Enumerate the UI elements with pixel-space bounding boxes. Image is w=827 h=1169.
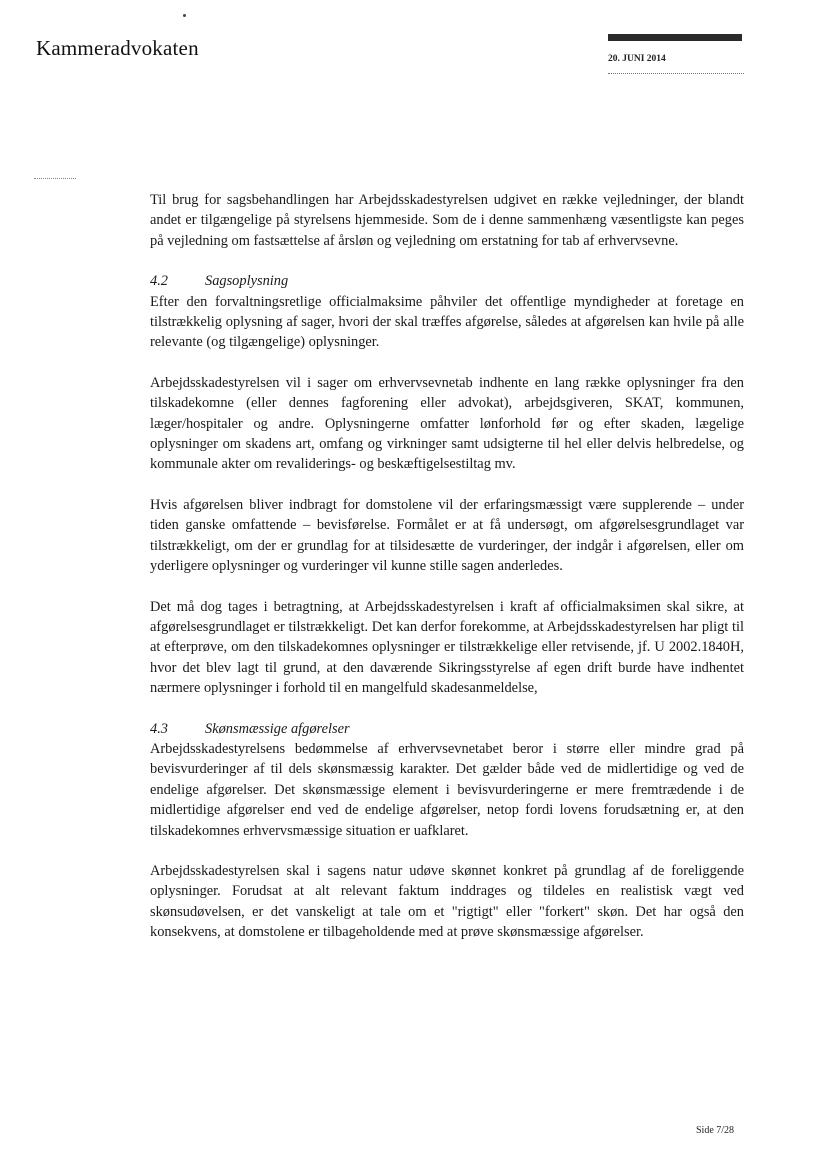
- section-number: 4.3: [150, 720, 168, 737]
- paragraph: Hvis afgørelsen bliver indbragt for domstolene vil der erfaringsmæssigt være supplerende – under tiden ganske omfattende – bevisførelse. Formålet er at få undersøgt, om afgørelsesgrundlaget var tilstrækkeligt, om der er grundlag for at tilsidesætte de vurderinger, der indgår i afgørelsen, eller om yderligere oplysninger og vurderinger vil kunne stille sagen anderledes.: [150, 496, 744, 575]
- document-body: [150, 190, 744, 963]
- scan-speck: [183, 14, 186, 17]
- date-divider: [608, 73, 744, 74]
- section-number: 4.2: [150, 273, 168, 290]
- paragraph: Efter den forvaltningsretlige officialmaksime påhviler det offentlige myndigheder at foretage en tilstrækkelig oplysning af sager, hvori der skal træffes afgørelse, således at afgørelsen kan hvile på alle relevante (og tilgængelige) oplysninger.: [150, 293, 744, 351]
- paragraph: Arbejdsskadestyrelsen skal i sagens natur udøve skønnet konkret på grundlag af de foreliggende oplysninger. Forudsat at alt relevant faktum inddrages og tildeles en realistisk vægt ved skønsudøvelsen, er det vanskeligt at tale om et "rigtigt" eller "forkert" skøn. Det har også den konsekvens, at domstolene er tilbageholdende med at prøve skønsmæssige afgørelser.: [150, 862, 744, 941]
- section-heading-4-3: [150, 719, 744, 739]
- page-number: Side 7/28: [696, 1125, 735, 1136]
- paragraph: Til brug for sagsbehandlingen har Arbejdsskadestyrelsen udgivet en række vejledninger, der blandt andet er tilgængelige på styrelsens hjemmeside. Som de i denne sammenhæng væsentligste kan peges på vejledning om fastsættelse af årsløn og vejledning om erstatning for tab af erhvervsevne.: [150, 192, 744, 249]
- margin-divider: [34, 178, 76, 179]
- paragraph: Arbejdsskadestyrelsen vil i sager om erhvervsevnetab indhente en lang række oplysninger fra den tilskadekomne (eller dennes fagforening eller advokat), arbejdsgiveren, SKAT, kommunen, læger/hospitaler og andre. Oplysningerne omfatter lønforhold før og efter skaden, lægelige oplysninger om skadens art, omfang og virkninger samt udsigterne til hel eller delvis helbredelse, og kommunale akter om revaliderings- og beskæftigelsestiltag mv.: [150, 374, 744, 473]
- paragraph: Det må dog tages i betragtning, at Arbejdsskadestyrelsen i kraft af officialmaksimen skal sikre, at afgørelsesgrundlaget er tilstrækkeligt. Det kan derfor forekomme, at Arbejdsskadestyrelsen har pligt til at efterprøve, om den tilskadekomnes oplysninger er tilstrækkelige eller retvisende, jf. U 2002.1840H, hvor det blev lagt til grund, at den daværende Sikringsstyrelse af egen drift burde have indhentet nærmere oplysninger i forhold til en mangelfuld skadesanmeldelse,: [150, 598, 744, 697]
- paragraph: Arbejdsskadestyrelsens bedømmelse af erhvervsevnetabet beror i større eller mindre grad på bevisvurderinger af til dels skønsmæssig karakter. Det gælder både ved de midlertidige og ved de endelige afgørelser. Det skønsmæssige element i bevisvurderingerne er mere fremtrædende i de midlertidige afgørelser end ved de endelige afgørelser, netop fordi lovens forudsætning er, at den tilskadekomnes erhvervsmæssige situation er uafklaret.: [150, 740, 744, 839]
- brand-name: Kammeradvokaten: [36, 36, 199, 60]
- header-bar: [608, 34, 742, 41]
- section-title: Skønsmæssige afgørelser: [205, 720, 350, 737]
- section-heading-4-2: [150, 271, 744, 291]
- section-title: Sagsoplysning: [205, 273, 289, 290]
- document-date: 20. JUNI 2014: [608, 54, 666, 64]
